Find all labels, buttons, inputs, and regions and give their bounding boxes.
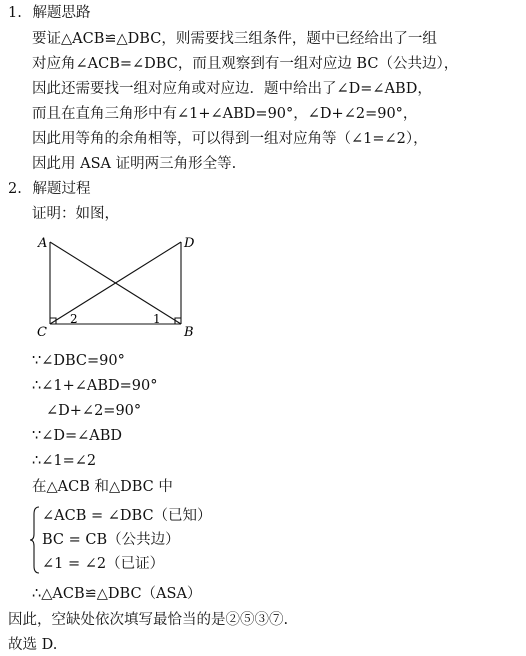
section-1-title: 解题思路: [32, 5, 91, 21]
system-line-3: ∠1 = ∠2（已证）: [42, 556, 165, 572]
final-line-2: 故选 D.: [8, 637, 58, 653]
label-angle-1: 1: [153, 312, 161, 326]
proof-step-2: ∴∠1+∠ABD=90°: [32, 378, 158, 394]
proof-step-4: ∵∠D=∠ABD: [32, 428, 123, 444]
thinking-line-3: 因此还需要找一组对应角或对应边．题中给出了∠D=∠ABD，: [32, 81, 432, 97]
label-c: C: [37, 325, 47, 340]
section-1-heading: [8, 4, 90, 22]
proof-step-1: ∵∠DBC=90°: [32, 353, 125, 369]
system-line-2: BC = CB（公共边）: [42, 532, 180, 548]
thinking-line-4: 而且在直角三角形中有∠1+∠ABD=90°，∠D+∠2=90°，: [32, 106, 418, 122]
label-a: A: [38, 236, 48, 251]
label-d: D: [184, 236, 195, 251]
section-1-number: 1.: [8, 5, 22, 21]
proof-step-3: ∠D+∠2=90°: [46, 403, 142, 419]
proof-conclusion: ∴△ACB≌△DBC（ASA）: [32, 586, 202, 602]
section-2-number: 2.: [8, 181, 22, 197]
system-line-1: ∠ACB = ∠DBC（已知）: [42, 508, 212, 524]
label-b: B: [184, 325, 194, 340]
label-angle-2: 2: [70, 312, 78, 326]
final-line-1: 因此，空缺处依次填写最恰当的是②⑤③⑦.: [8, 612, 289, 628]
thinking-line-2: 对应角∠ACB=∠DBC，而且观察到有一组对应边 BC（公共边），: [32, 56, 459, 72]
proof-intro: 证明：如图，: [32, 206, 119, 222]
thinking-line-6: 因此用 ASA 证明两三角形全等.: [32, 156, 237, 172]
thinking-line-1: 要证△ACB≌△DBC，则需要找三组条件，题中已经给出了一组: [32, 31, 437, 47]
section-2-title: 解题过程: [32, 181, 91, 197]
proof-step-5: ∴∠1=∠2: [32, 453, 97, 469]
geometry-figure: [0, 232, 526, 342]
proof-step-6: 在△ACB 和△DBC 中: [32, 479, 173, 495]
system-brace: [30, 506, 40, 574]
section-2-heading: [8, 180, 90, 198]
thinking-line-5: 因此用等角的余角相等，可以得到一组对应角等（∠1=∠2），: [32, 131, 428, 147]
